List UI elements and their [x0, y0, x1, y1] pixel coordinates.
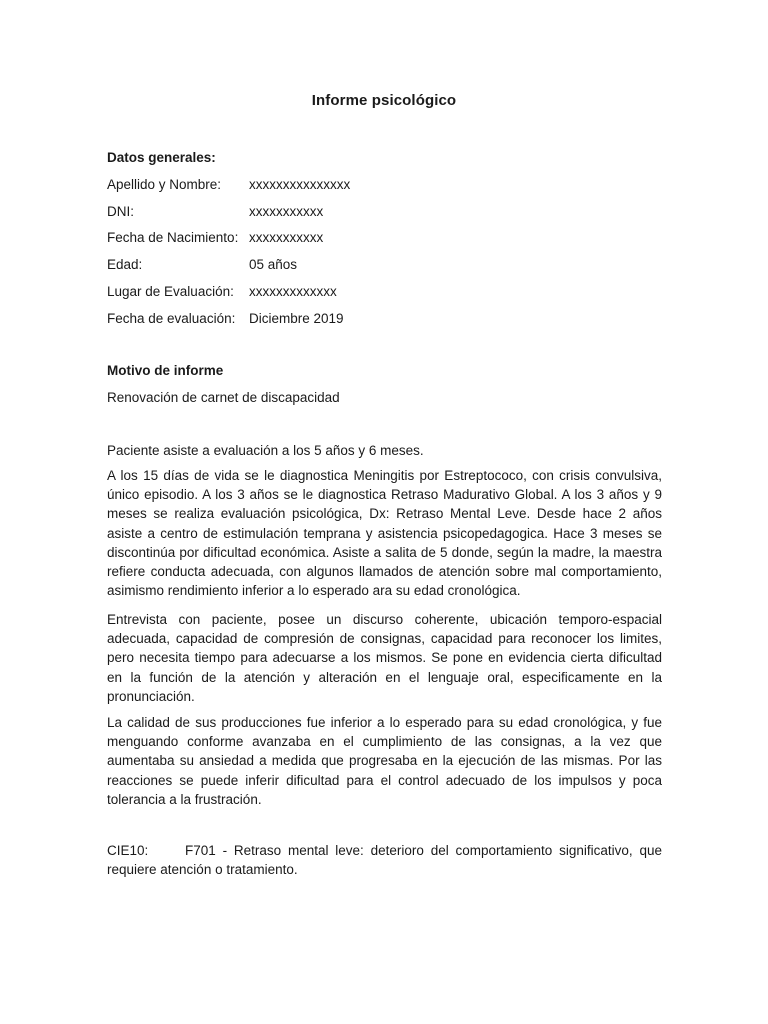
intro-line: Paciente asiste a evaluación a los 5 años y 6 meses. [107, 443, 424, 458]
motivo-heading: Motivo de informe [107, 363, 224, 378]
field-value: xxxxxxxxxxxxx [249, 284, 337, 299]
general-data-heading: Datos generales: [107, 150, 216, 165]
field-row-birthdate [107, 230, 323, 245]
cie-label: CIE10: [107, 843, 149, 858]
cie-diagnosis [107, 841, 662, 879]
interview-paragraph: Entrevista con paciente, posee un discurso coherente, ubicación temporo-espacial adecuada, capacidad de compresión de consignas, capacidad para reconocer los limites, pero necesita tiempo para adecuarse a los mismos. Se pone en evidencia cierta dificultad en la función de la atención y alteración en el lenguaje oral, especificamente en la pronunciación. [107, 612, 662, 704]
field-label: Fecha de evaluación: [107, 311, 236, 326]
field-value: xxxxxxxxxxx [249, 204, 324, 219]
field-row-name [107, 177, 350, 192]
field-label: Apellido y Nombre: [107, 177, 222, 192]
field-label: Lugar de Evaluación: [107, 284, 234, 299]
field-row-evaluation-place [107, 284, 337, 299]
field-label: Edad: [107, 257, 143, 272]
cie-text: F701 - Retraso mental leve: deterioro del comportamiento significativo, que requiere atención o tratamiento. [107, 843, 662, 878]
productions-paragraph: La calidad de sus producciones fue inferior a lo esperado para su edad cronológica, y fue menguando conforme avanzaba en el cumplimiento de las consignas, a la vez que aumentaba su ansiedad a medida que progresaba en la ejecución de las mismas. Por las reacciones se puede inferir dificultad para el control adecuado de los impulsos y poca tolerancia a la frustración. [107, 715, 662, 807]
field-value: Diciembre 2019 [249, 311, 344, 326]
document-title: Informe psicológico [311, 92, 457, 109]
history-paragraph: A los 15 días de vida se le diagnostica Meningitis por Estreptococo, con crisis convulsiva, único episodio. A los 3 años se le diagnostica Retraso Madurativo Global. A los 3 años y 9 meses se realiza evaluación psicológica, Dx: Retraso Mental Leve. Desde hace 2 años asiste a centro de estimulación temprana y asistencia psicopedagogica. Hace 3 meses se discontinúa por dificultad económica. Asiste a salita de 5 donde, según la madre, la maestra refiere conducta adecuada, con algunos llamados de atención sobre mal comportamiento, asimismo rendimiento inferior a lo esperado ara su edad cronológica. [107, 468, 662, 599]
field-value: xxxxxxxxxxx [249, 230, 324, 245]
field-row-dni [107, 204, 323, 219]
field-row-evaluation-date [107, 311, 344, 326]
field-row-age [107, 257, 297, 272]
motivo-text: Renovación de carnet de discapacidad [107, 390, 340, 405]
field-label: DNI: [107, 204, 134, 219]
field-value: xxxxxxxxxxxxxxx [249, 177, 351, 192]
field-value: 05 años [249, 257, 298, 272]
field-label: Fecha de Nacimiento: [107, 230, 239, 245]
